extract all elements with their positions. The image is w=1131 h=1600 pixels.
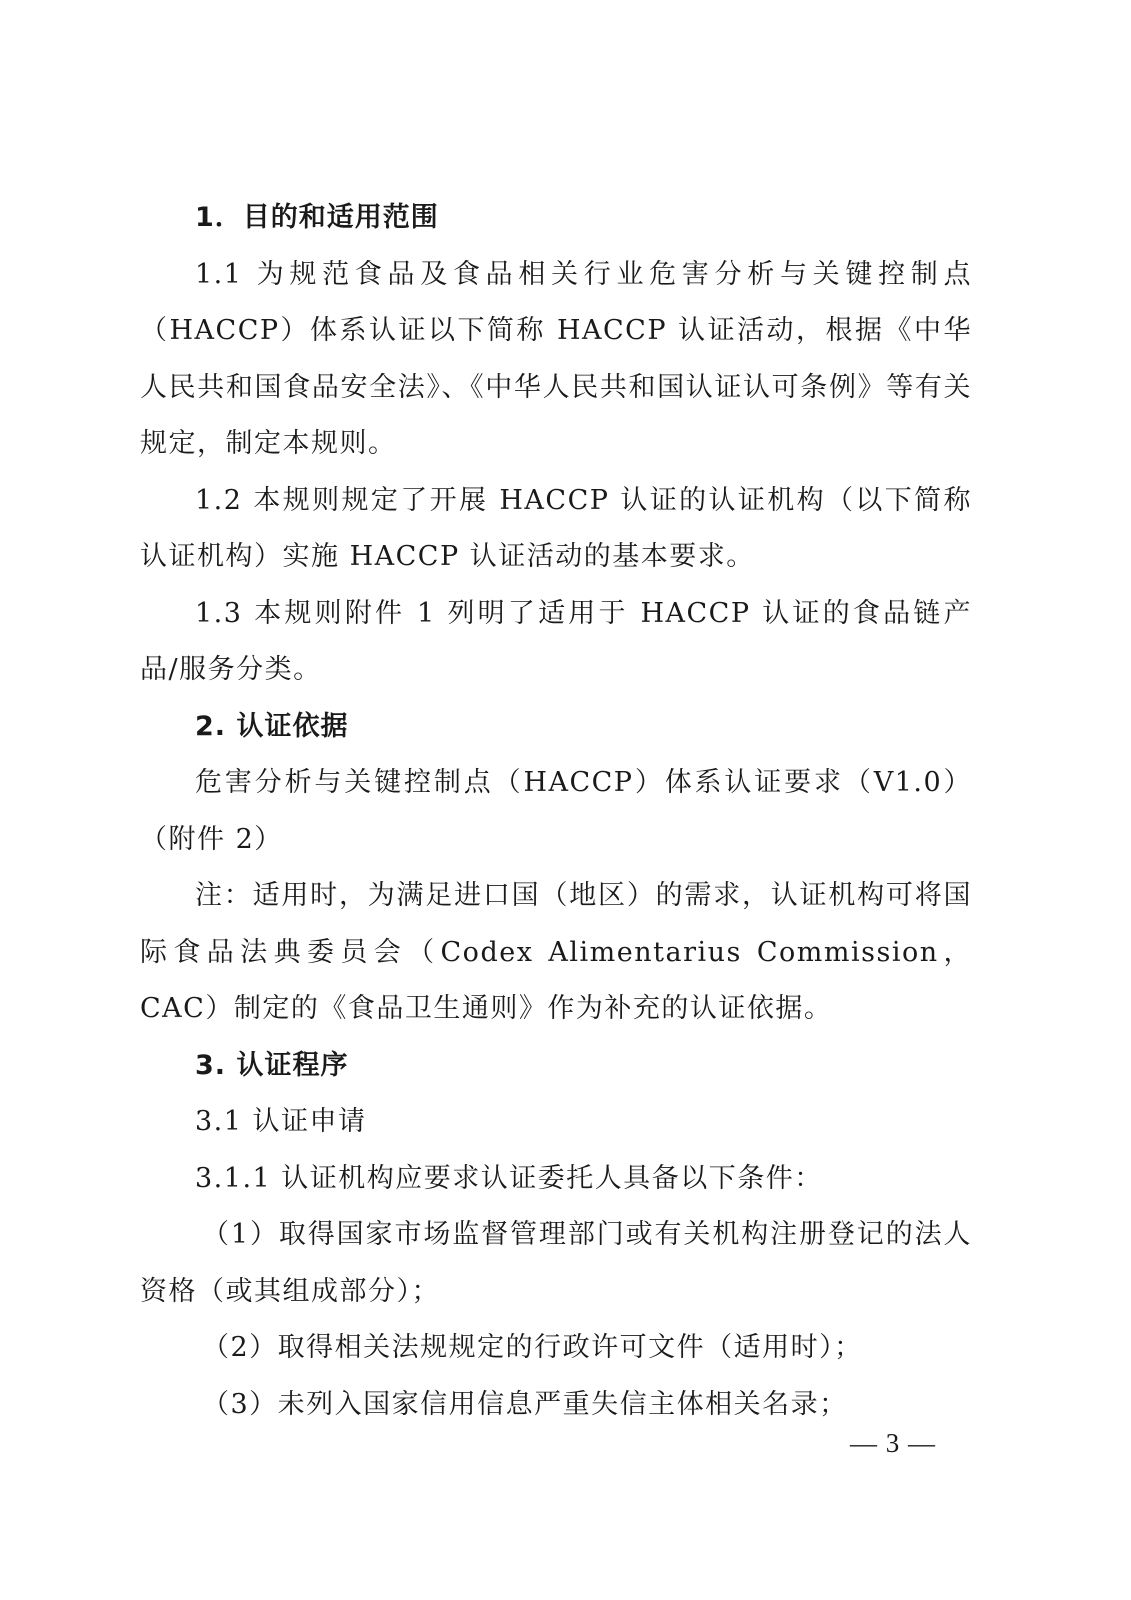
- document-body: [140, 190, 972, 1433]
- page-number: — 3 —: [850, 1428, 936, 1458]
- paragraph-2-note: 注：适用时，为满足进口国（地区）的需求，认证机构可将国际食品法典委员会（Codex Alimentarius Commission，CAC）制定的《食品卫生通则》作为补充的认证依据。: [140, 880, 972, 1024]
- list-item-1: （1）取得国家市场监督管理部门或有关机构注册登记的法人资格（或其组成部分）；: [140, 1219, 972, 1307]
- section-heading-3: 3. 认证程序: [195, 1049, 349, 1081]
- paragraph-1-3: 1.3 本规则附件 1 列明了适用于 HACCP 认证的食品链产品/服务分类。: [140, 597, 972, 685]
- paragraph-1-2: 1.2 本规则规定了开展 HACCP 认证的认证机构（以下简称认证机构）实施 HACCP 认证活动的基本要求。: [140, 484, 972, 572]
- section-heading-1: 1．目的和适用范围: [195, 202, 439, 233]
- list-item-2: （2）取得相关法规规定的行政许可文件（适用时）；: [202, 1332, 863, 1363]
- section-heading-2: 2. 认证依据: [195, 710, 349, 742]
- list-item-3: （3）未列入国家信用信息严重失信主体相关名录；: [202, 1388, 848, 1420]
- paragraph-2-basis: 危害分析与关键控制点（HACCP）体系认证要求（V1.0）（附件 2）: [140, 767, 972, 855]
- subsection-heading-3-1: 3.1 认证申请: [195, 1106, 367, 1137]
- paragraph-1-1: 1.1 为规范食品及食品相关行业危害分析与关键控制点（HACCP）体系认证以下简称 HACCP 认证活动，根据《中华人民共和国食品安全法》、《中华人民共和国认证认可条例》等有关规定，制定本规则。: [140, 258, 972, 459]
- paragraph-3-1-1: 3.1.1 认证机构应要求认证委托人具备以下条件：: [195, 1162, 823, 1194]
